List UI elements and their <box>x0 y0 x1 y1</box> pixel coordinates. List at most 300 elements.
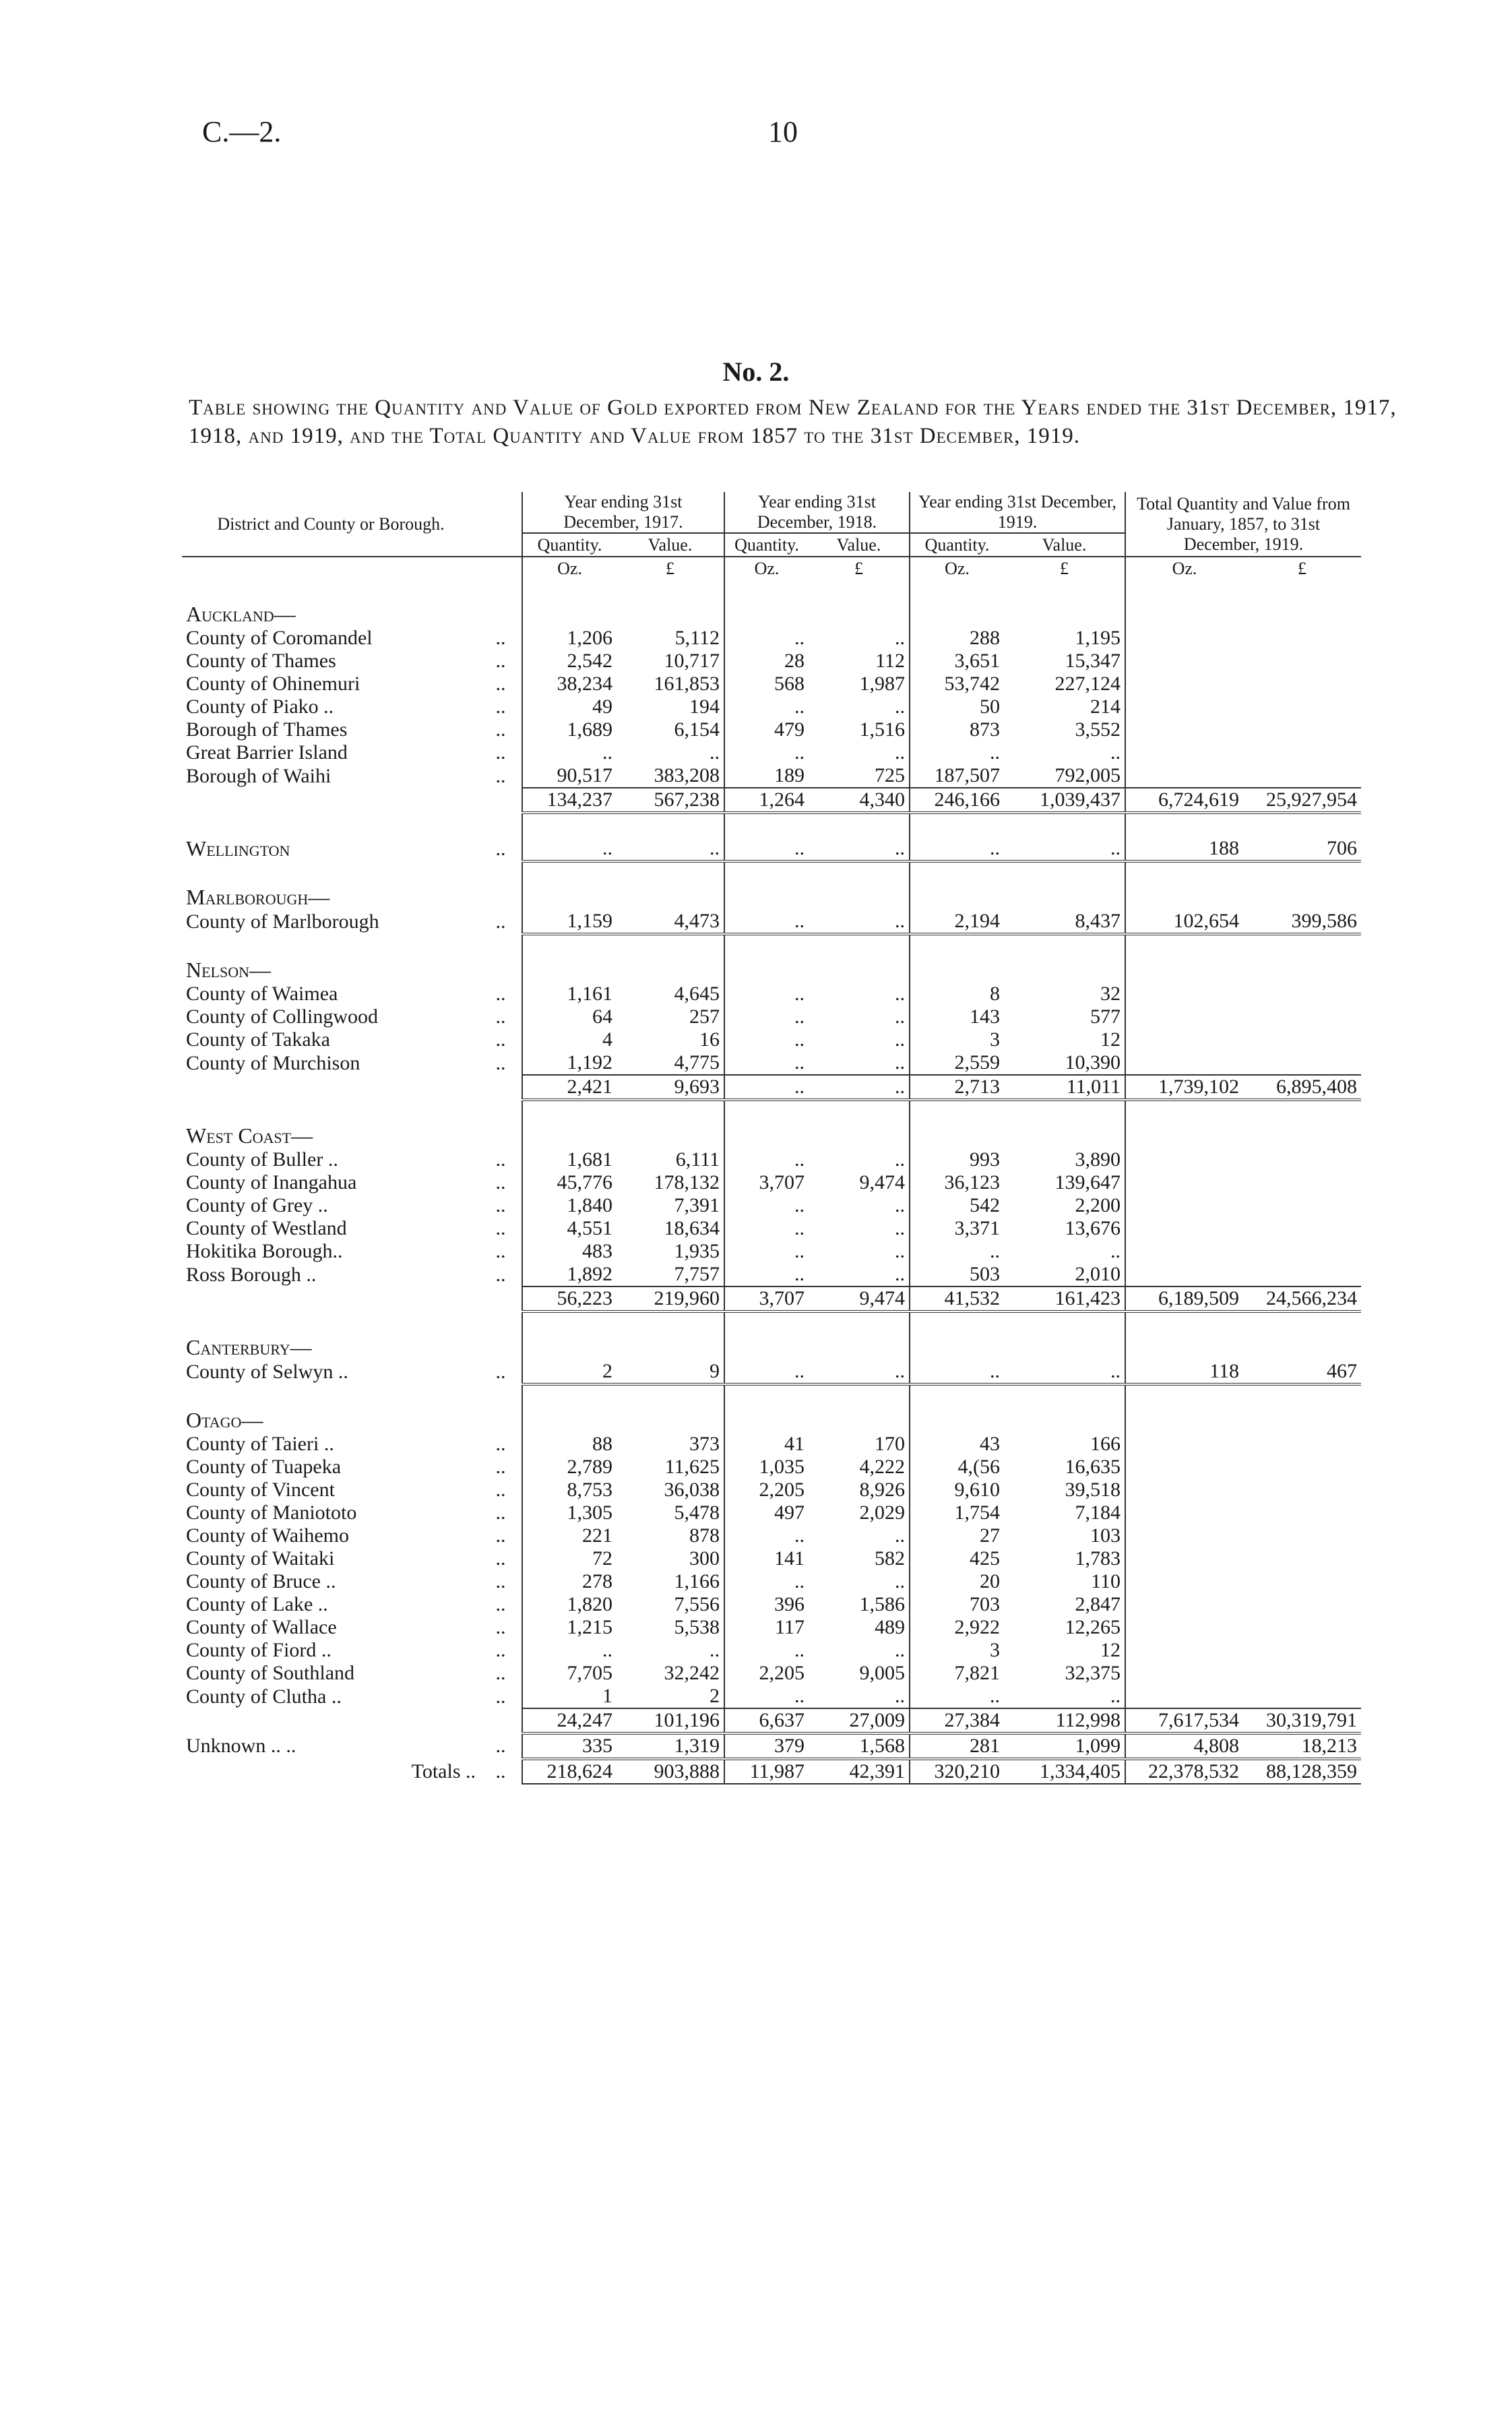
value-cell: 703 <box>910 1593 1004 1616</box>
empty-cell <box>480 958 522 983</box>
table-row <box>182 1479 1361 1501</box>
value-cell: 9,474 <box>809 1286 910 1311</box>
empty-cell <box>724 1123 809 1148</box>
empty-cell <box>1243 1547 1361 1570</box>
value-cell: .. <box>910 741 1004 764</box>
value-cell: .. <box>895 1240 905 1262</box>
value-cell: .. <box>1004 1360 1125 1384</box>
value-cell: 45,776 <box>522 1171 617 1194</box>
empty-cell <box>522 958 617 983</box>
value-cell: 5,112 <box>674 627 720 649</box>
table-row <box>182 1051 1361 1075</box>
empty-cell <box>1125 1501 1243 1524</box>
table-row <box>182 1028 1361 1051</box>
county-name: County of Taieri .. <box>186 1433 334 1455</box>
value-cell: 8 <box>910 983 1004 1005</box>
county-name: County of Waihemo <box>186 1524 350 1547</box>
value-cell: .. <box>895 1263 905 1285</box>
value-cell: 4,340 <box>809 788 910 813</box>
county-name: County of Waitaki <box>186 1547 335 1570</box>
region-row <box>182 602 1361 627</box>
value-cell: 257 <box>689 1005 720 1028</box>
value-cell: 11,987 <box>724 1759 809 1784</box>
empty-cell <box>1125 1123 1243 1148</box>
unit-oz: Oz. <box>522 557 617 580</box>
value-cell: .. <box>895 1005 905 1028</box>
value-cell: 39,518 <box>1065 1479 1121 1501</box>
empty-cell <box>724 958 809 983</box>
value-cell: 1 <box>522 1685 617 1708</box>
empty-cell <box>1243 1479 1361 1501</box>
value-cell: 2,010 <box>1075 1263 1121 1285</box>
value-cell: 143 <box>910 1005 1004 1028</box>
value-cell: 399,586 <box>1243 910 1361 934</box>
value-cell: 568 <box>724 673 809 695</box>
value-cell: 9 <box>617 1360 724 1384</box>
value-cell: .. <box>895 1685 905 1707</box>
value-cell: 1,319 <box>617 1733 724 1759</box>
value-cell: 7,391 <box>674 1194 720 1216</box>
leader-dots: .. <box>495 1593 506 1615</box>
value-cell: .. <box>1110 1685 1121 1707</box>
value-cell: .. <box>895 741 905 764</box>
value-cell: 218,624 <box>522 1759 617 1784</box>
empty-cell <box>1125 1639 1243 1662</box>
leader-dots: .. <box>495 741 506 764</box>
empty-cell <box>617 602 724 627</box>
unit-oz: Oz. <box>724 557 809 580</box>
empty-cell <box>1125 1524 1243 1547</box>
value-cell: 15,347 <box>1065 650 1121 672</box>
value-cell: 993 <box>910 1148 1004 1171</box>
value-cell: 27,384 <box>910 1708 1004 1733</box>
county-name: County of Buller .. <box>186 1148 338 1171</box>
leader-dots: .. <box>495 837 506 860</box>
empty-cell <box>1125 1028 1243 1051</box>
value-cell: .. <box>724 836 809 861</box>
value-cell: 6,637 <box>724 1708 809 1733</box>
value-cell: 166 <box>1090 1433 1121 1455</box>
value-cell: 24,247 <box>522 1708 617 1733</box>
value-cell: 2 <box>522 1360 617 1384</box>
value-cell: .. <box>522 836 617 861</box>
table-row <box>182 741 1361 764</box>
table-number: No. 2. <box>722 356 790 387</box>
county-name: County of Maniototo <box>186 1501 357 1524</box>
region-name: West Coast— <box>186 1123 313 1148</box>
empty-cell <box>1243 1433 1361 1456</box>
value-cell: 102,654 <box>1125 910 1243 934</box>
empty-cell <box>480 1075 522 1100</box>
empty-cell <box>1125 673 1243 695</box>
value-cell: 22,378,532 <box>1125 1759 1243 1784</box>
empty-cell <box>1125 1616 1243 1639</box>
value-cell: .. <box>809 910 910 934</box>
leader-dots: .. <box>495 1240 506 1262</box>
empty-cell <box>1243 741 1361 764</box>
region-name: Auckland— <box>186 602 296 626</box>
value-cell: 706 <box>1243 836 1361 861</box>
value-cell: 1,681 <box>522 1148 617 1171</box>
value-cell: .. <box>895 1217 905 1239</box>
leader-dots: .. <box>495 650 506 672</box>
empty-cell <box>1243 673 1361 695</box>
value-cell: 9,610 <box>910 1479 1004 1501</box>
q-1917: Quantity. <box>522 533 617 557</box>
value-cell: .. <box>724 1051 809 1075</box>
empty-cell <box>1125 1263 1243 1286</box>
value-cell: 118 <box>1125 1360 1243 1384</box>
value-cell: 101,196 <box>617 1708 724 1733</box>
value-cell: 18,634 <box>664 1217 720 1239</box>
empty-cell <box>522 1408 617 1433</box>
table-row <box>182 1194 1361 1217</box>
value-cell: .. <box>895 695 905 718</box>
value-cell: .. <box>910 1360 1004 1384</box>
county-name: County of Wallace <box>186 1616 337 1638</box>
value-cell: .. <box>724 1217 809 1240</box>
value-cell: 3,651 <box>910 650 1004 673</box>
value-cell: 4,473 <box>617 910 724 934</box>
value-cell: 56,223 <box>522 1286 617 1311</box>
value-cell: 1,754 <box>910 1501 1004 1524</box>
value-cell: 3,371 <box>910 1217 1004 1240</box>
table-title: Table showing the Quantity and Value of Gold exported from New Zealand for the Years ended the 31st December, 1917, 1918, and 1919, and the Total Quantity and Value from 1857 to the 31st December, 1919. <box>189 396 1397 448</box>
region-name: Marlborough— <box>186 885 330 909</box>
value-cell: 10,390 <box>1065 1051 1121 1074</box>
q-1919: Quantity. <box>910 533 1004 557</box>
empty-cell <box>182 1286 480 1311</box>
table-row <box>182 764 1361 788</box>
value-cell: .. <box>724 983 809 1005</box>
unit-pound: £ <box>617 557 724 580</box>
gold-export-table <box>182 492 1361 1785</box>
leader-dots: .. <box>495 1501 506 1524</box>
value-cell: .. <box>710 1639 720 1661</box>
value-cell: 582 <box>875 1547 905 1570</box>
county-name: County of Takaka <box>186 1028 330 1051</box>
table-row <box>182 1593 1361 1616</box>
county-name: County of Westland <box>186 1217 347 1239</box>
value-cell: 577 <box>1090 1005 1121 1028</box>
row-name: Unknown .. .. <box>186 1735 296 1757</box>
value-cell: .. <box>895 627 905 649</box>
empty-cell <box>1125 1194 1243 1217</box>
empty-cell <box>1243 1051 1361 1075</box>
value-cell: .. <box>895 1148 905 1171</box>
leader-dots: .. <box>495 1194 506 1216</box>
empty-cell <box>1243 1501 1361 1524</box>
subtotal-row <box>182 1286 1361 1311</box>
region-row <box>182 1123 1361 1148</box>
region-row <box>182 885 1361 910</box>
county-name: County of Piako .. <box>186 695 334 718</box>
value-cell: 3 <box>910 1639 1004 1662</box>
value-cell: .. <box>910 836 1004 861</box>
leader-dots: .. <box>495 1685 506 1708</box>
table-row <box>182 627 1361 650</box>
value-cell: 72 <box>522 1547 617 1570</box>
value-cell: 32 <box>1100 983 1121 1005</box>
value-cell: 11,625 <box>664 1456 720 1478</box>
value-cell: .. <box>724 1524 809 1547</box>
empty-cell <box>1125 958 1243 983</box>
value-cell: .. <box>809 1075 910 1100</box>
value-cell: 483 <box>522 1240 617 1263</box>
value-cell: 4,(56 <box>910 1456 1004 1479</box>
value-cell: 6,111 <box>675 1148 720 1171</box>
value-cell: 903,888 <box>617 1759 724 1784</box>
value-cell: 4,222 <box>859 1456 905 1478</box>
empty-cell <box>480 1335 522 1360</box>
empty-cell <box>724 1335 809 1360</box>
empty-cell <box>480 1408 522 1433</box>
empty-cell <box>1125 1051 1243 1075</box>
value-cell: 3,707 <box>724 1171 809 1194</box>
empty-cell <box>724 1408 809 1433</box>
table-row <box>182 673 1361 695</box>
value-cell: 7,556 <box>674 1593 720 1615</box>
county-name: Hokitika Borough.. <box>186 1240 343 1262</box>
empty-cell <box>617 1123 724 1148</box>
totals-row <box>182 1759 1361 1784</box>
empty-cell <box>1125 764 1243 788</box>
value-cell: 503 <box>910 1263 1004 1286</box>
value-cell: 10,717 <box>664 650 720 672</box>
empty-cell <box>1243 1593 1361 1616</box>
value-cell: .. <box>895 1570 905 1592</box>
value-cell: 467 <box>1243 1360 1361 1384</box>
leader-dots: .. <box>495 1662 506 1684</box>
spacer-row <box>182 580 1361 602</box>
unknown-row <box>182 1733 1361 1759</box>
value-cell: 27 <box>910 1524 1004 1547</box>
value-cell: 489 <box>875 1616 905 1638</box>
table-row <box>182 1616 1361 1639</box>
value-cell: .. <box>522 741 617 764</box>
value-cell: .. <box>724 1194 809 1217</box>
value-cell: .. <box>809 836 910 861</box>
empty-cell <box>1243 1570 1361 1593</box>
leader-dots: .. <box>495 1433 506 1455</box>
leader-dots: .. <box>495 1479 506 1501</box>
empty-cell <box>1243 695 1361 718</box>
value-cell: 219,960 <box>617 1286 724 1311</box>
empty-cell <box>522 1123 617 1148</box>
value-cell: 2,789 <box>522 1456 617 1479</box>
empty-cell <box>1125 983 1243 1005</box>
value-cell: 479 <box>724 718 809 741</box>
value-cell: 7,617,534 <box>1125 1708 1243 1733</box>
value-cell: 6,154 <box>674 718 720 741</box>
value-cell: 112 <box>875 650 905 672</box>
value-cell: 30,319,791 <box>1243 1708 1361 1733</box>
empty-cell <box>1243 627 1361 650</box>
leader-dots: .. <box>495 1217 506 1239</box>
county-name: County of Tuapeka <box>186 1456 342 1478</box>
value-cell: 1,195 <box>1075 627 1121 649</box>
leader-dots: .. <box>495 1639 506 1661</box>
value-cell: 873 <box>910 718 1004 741</box>
leader-dots: .. <box>495 1524 506 1547</box>
empty-cell <box>910 885 1004 910</box>
leader-dots: .. <box>495 1263 506 1286</box>
value-cell: 1,586 <box>859 1593 905 1615</box>
leader-dots: .. <box>495 695 506 718</box>
empty-cell <box>1125 650 1243 673</box>
empty-cell <box>1125 1456 1243 1479</box>
value-cell: 725 <box>875 764 905 786</box>
value-cell: .. <box>724 1075 809 1100</box>
value-cell: 41 <box>724 1433 809 1456</box>
empty-cell <box>1125 718 1243 741</box>
empty-cell <box>617 958 724 983</box>
empty-cell <box>480 602 522 627</box>
table-row <box>182 1662 1361 1685</box>
empty-cell <box>1125 1335 1243 1360</box>
value-cell: 1,689 <box>522 718 617 741</box>
empty-cell <box>1243 1028 1361 1051</box>
value-cell: 7,705 <box>522 1662 617 1685</box>
leader-dots: .. <box>495 718 506 741</box>
value-cell: 1,166 <box>674 1570 720 1592</box>
header-row-years <box>182 492 1361 533</box>
empty-cell <box>1125 1662 1243 1685</box>
value-cell: 1,305 <box>522 1501 617 1524</box>
value-cell: 278 <box>522 1570 617 1593</box>
value-cell: 1,099 <box>1004 1733 1125 1759</box>
wellington-row <box>182 836 1361 861</box>
value-cell: 567,238 <box>617 788 724 813</box>
value-cell: 3,707 <box>724 1286 809 1311</box>
empty-cell <box>1125 602 1243 627</box>
value-cell: 5,538 <box>674 1616 720 1638</box>
value-cell: .. <box>1110 741 1121 764</box>
value-cell: .. <box>895 1194 905 1216</box>
region-name: Wellington <box>186 836 290 861</box>
value-cell: .. <box>710 741 720 764</box>
value-cell: .. <box>1110 1240 1121 1262</box>
value-cell: 6,724,619 <box>1125 788 1243 813</box>
county-name: County of Bruce .. <box>186 1570 336 1592</box>
county-name: County of Ohinemuri <box>186 673 360 695</box>
value-cell: 383,208 <box>654 764 720 786</box>
value-cell: 1,039,437 <box>1004 788 1125 813</box>
county-name: County of Collingwood <box>186 1005 379 1028</box>
value-cell: 320,210 <box>910 1759 1004 1784</box>
empty-cell <box>1125 1570 1243 1593</box>
spacer-row <box>182 1311 1361 1335</box>
value-cell: 188 <box>1125 836 1243 861</box>
table-row <box>182 1360 1361 1384</box>
value-cell: .. <box>724 1263 809 1286</box>
county-name: County of Inangahua <box>186 1171 357 1193</box>
subtotal-row <box>182 1075 1361 1100</box>
value-cell: 3,552 <box>1075 718 1121 741</box>
value-cell: 396 <box>724 1593 809 1616</box>
empty-cell <box>1125 1171 1243 1194</box>
spacer-row <box>182 934 1361 958</box>
value-cell: 28 <box>724 650 809 673</box>
value-cell: 53,742 <box>910 673 1004 695</box>
value-cell: 8,437 <box>1004 910 1125 934</box>
county-name: County of Lake .. <box>186 1593 328 1615</box>
region-row <box>182 958 1361 983</box>
value-cell: 161,853 <box>654 673 720 695</box>
empty-cell <box>1004 602 1125 627</box>
empty-cell <box>809 1408 910 1433</box>
empty-cell <box>724 885 809 910</box>
empty-cell <box>1243 1616 1361 1639</box>
empty-cell <box>910 602 1004 627</box>
value-cell: 9,693 <box>617 1075 724 1100</box>
value-cell: 4,775 <box>674 1051 720 1074</box>
county-name: County of Southland <box>186 1662 355 1684</box>
value-cell: 1,192 <box>522 1051 617 1075</box>
empty-cell <box>182 1708 480 1733</box>
value-cell: .. <box>724 1639 809 1662</box>
empty-cell <box>1125 1005 1243 1028</box>
region-name: Canterbury— <box>186 1335 312 1359</box>
empty-cell <box>1243 1171 1361 1194</box>
value-cell: 8,753 <box>522 1479 617 1501</box>
table-row <box>182 1456 1361 1479</box>
value-cell: .. <box>809 1360 910 1384</box>
value-cell: 2,194 <box>910 910 1004 934</box>
empty-cell <box>1004 885 1125 910</box>
empty-cell <box>1125 1433 1243 1456</box>
table-row <box>182 1005 1361 1028</box>
value-cell: 139,647 <box>1054 1171 1121 1193</box>
leader-dots: .. <box>495 1051 506 1074</box>
empty-cell <box>1243 602 1361 627</box>
empty-cell <box>1125 1547 1243 1570</box>
region-row <box>182 1408 1361 1433</box>
leader-dots: .. <box>495 1570 506 1592</box>
empty-cell <box>910 1408 1004 1433</box>
empty-cell <box>1125 1217 1243 1240</box>
table-row <box>182 1263 1361 1286</box>
empty-cell <box>1243 1263 1361 1286</box>
region-name: Nelson— <box>186 958 271 982</box>
header-row-units <box>182 557 1361 580</box>
value-cell: 425 <box>910 1547 1004 1570</box>
value-cell: 9,005 <box>859 1662 905 1684</box>
table-row <box>182 695 1361 718</box>
v-1917: Value. <box>617 533 724 557</box>
spacer-row <box>182 813 1361 836</box>
empty-cell <box>1243 1662 1361 1685</box>
table-row <box>182 1685 1361 1708</box>
empty-cell <box>910 1123 1004 1148</box>
empty-cell <box>1125 695 1243 718</box>
value-cell: 6,189,509 <box>1125 1286 1243 1311</box>
empty-cell <box>182 1075 480 1100</box>
value-cell: 43 <box>910 1433 1004 1456</box>
table-row <box>182 1547 1361 1570</box>
empty-cell <box>1243 1194 1361 1217</box>
value-cell: 90,517 <box>522 764 617 788</box>
empty-cell <box>809 885 910 910</box>
value-cell: .. <box>617 836 724 861</box>
county-name: County of Grey .. <box>186 1194 328 1216</box>
value-cell: 4,645 <box>674 983 720 1005</box>
value-cell: 170 <box>875 1433 905 1455</box>
value-cell: .. <box>724 1570 809 1593</box>
empty-cell <box>1243 983 1361 1005</box>
value-cell: 3,890 <box>1075 1148 1121 1171</box>
value-cell: 117 <box>724 1616 809 1639</box>
